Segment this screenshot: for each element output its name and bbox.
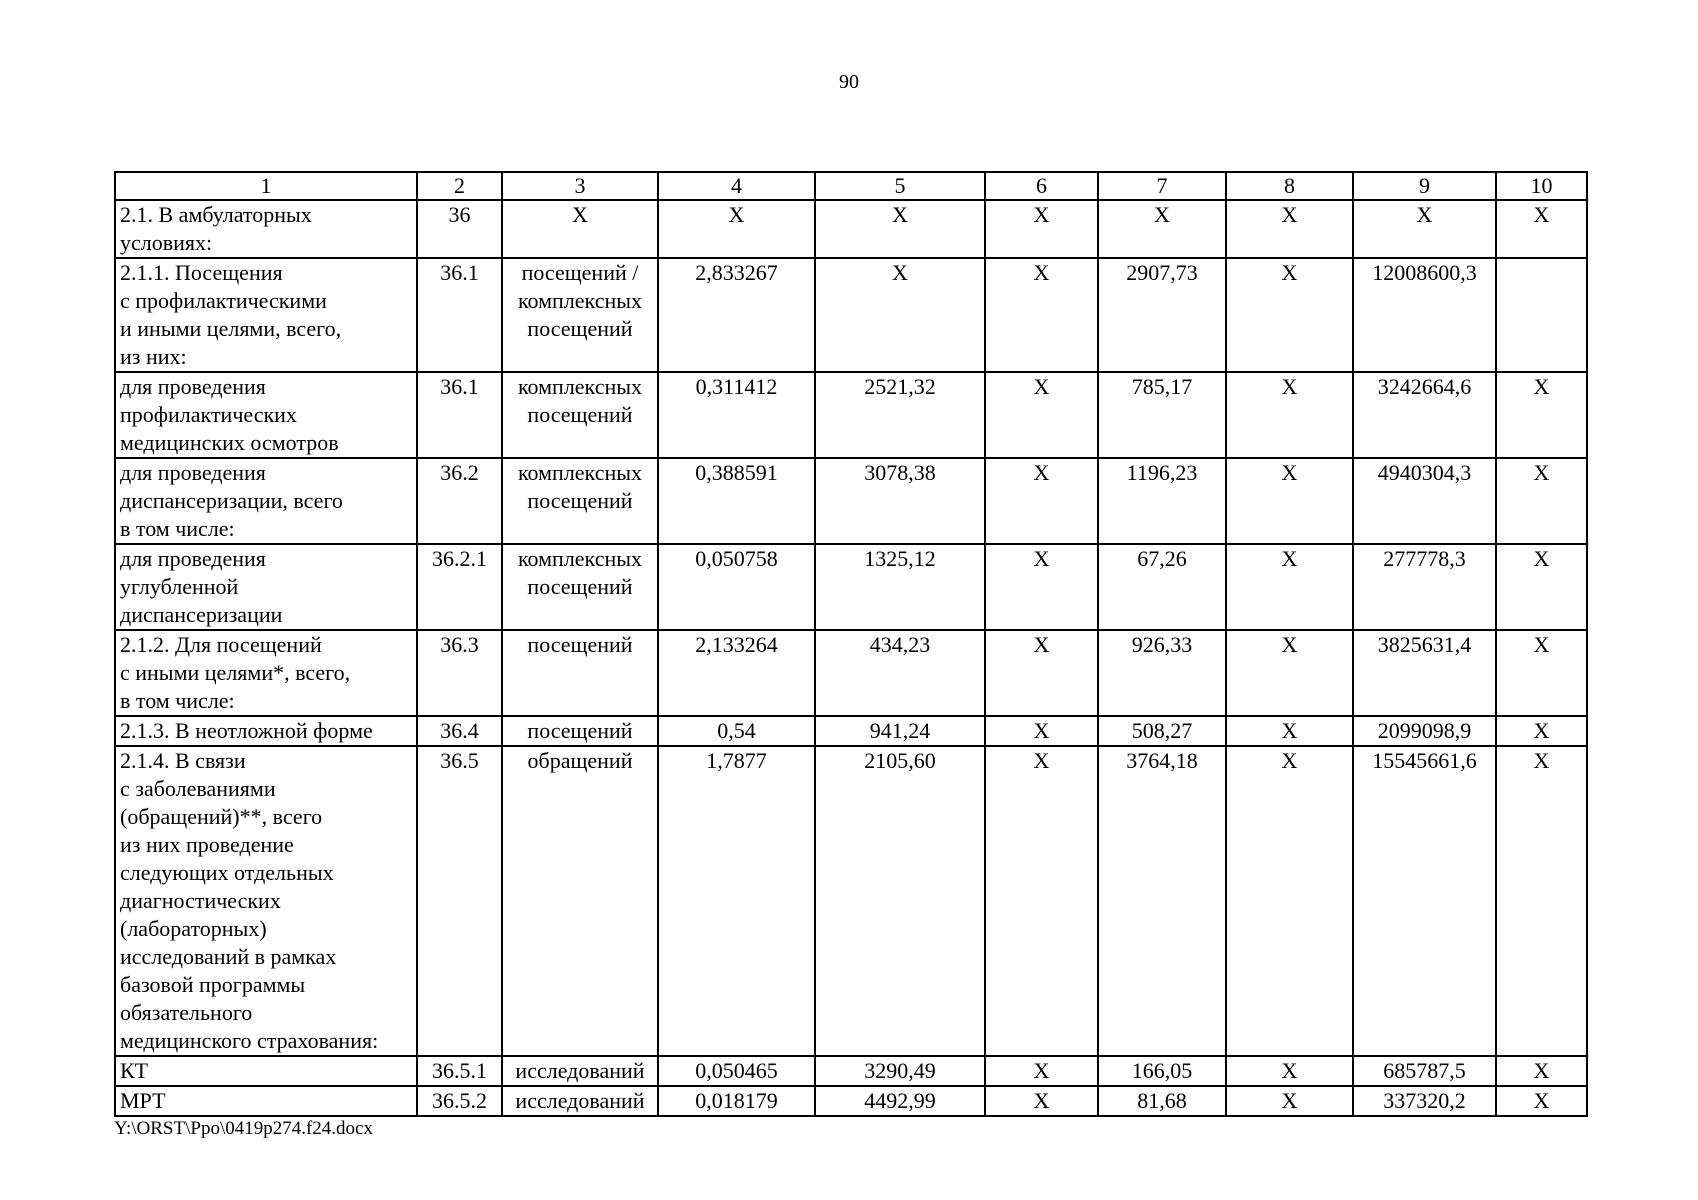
row-label-cell: для проведения диспансеризации, всего в том числе: [115, 458, 417, 544]
table-cell: 36.4 [417, 716, 502, 746]
table-cell: Х [1496, 716, 1587, 746]
table-row [115, 746, 1587, 1056]
table-cell: Х [1496, 544, 1587, 630]
table-cell: 434,23 [815, 630, 985, 716]
table-cell: Х [1226, 458, 1353, 544]
table-cell: 277778,3 [1353, 544, 1496, 630]
table-cell: исследований [502, 1056, 658, 1086]
column-number-cell: 10 [1496, 172, 1587, 200]
table-cell: Х [985, 372, 1098, 458]
row-label-cell: 2.1.1. Посещения с профилактическими и иными целями, всего, из них: [115, 258, 417, 372]
table-cell: 36.2 [417, 458, 502, 544]
table-cell: 2099098,9 [1353, 716, 1496, 746]
table-cell: Х [985, 716, 1098, 746]
table-cell: 0,54 [658, 716, 815, 746]
table-row [115, 1056, 1587, 1086]
table-cell: комплексных посещений [502, 372, 658, 458]
table-cell: Х [1226, 716, 1353, 746]
table-cell: Х [1496, 372, 1587, 458]
table-cell: 4940304,3 [1353, 458, 1496, 544]
table-cell: 15545661,6 [1353, 746, 1496, 1056]
table-cell: 508,27 [1098, 716, 1226, 746]
table-cell: 2521,32 [815, 372, 985, 458]
column-number-cell: 9 [1353, 172, 1496, 200]
table-row [115, 716, 1587, 746]
row-label-cell: для проведения профилактических медицинских осмотров [115, 372, 417, 458]
table-cell: 67,26 [1098, 544, 1226, 630]
table-cell: 36.5.1 [417, 1056, 502, 1086]
table-cell: 36.5 [417, 746, 502, 1056]
table-cell: 0,311412 [658, 372, 815, 458]
table-row [115, 630, 1587, 716]
table-row [115, 372, 1587, 458]
table-cell: 337320,2 [1353, 1086, 1496, 1116]
column-number-cell: 5 [815, 172, 985, 200]
column-number-cell: 1 [115, 172, 417, 200]
table-cell: исследований [502, 1086, 658, 1116]
table-cell: комплексных посещений [502, 544, 658, 630]
column-number-cell: 7 [1098, 172, 1226, 200]
table-cell: 36.5.2 [417, 1086, 502, 1116]
table-cell: 926,33 [1098, 630, 1226, 716]
table-cell: 0,018179 [658, 1086, 815, 1116]
table-cell: Х [1226, 1086, 1353, 1116]
table-cell: Х [1098, 200, 1226, 258]
table-row [115, 258, 1587, 372]
table-cell: Х [1496, 630, 1587, 716]
table-cell: 785,17 [1098, 372, 1226, 458]
table-cell: 36.1 [417, 372, 502, 458]
table-cell: Х [1226, 200, 1353, 258]
table-cell: 685787,5 [1353, 1056, 1496, 1086]
column-number-cell: 3 [502, 172, 658, 200]
table-cell: Х [985, 746, 1098, 1056]
table-cell: Х [985, 458, 1098, 544]
table-cell: 1325,12 [815, 544, 985, 630]
table-cell: Х [985, 1056, 1098, 1086]
table-cell: посещений [502, 716, 658, 746]
table-cell: 36 [417, 200, 502, 258]
table-cell: 36.2.1 [417, 544, 502, 630]
table-cell: Х [985, 200, 1098, 258]
table-cell: Х [1353, 200, 1496, 258]
table-row [115, 458, 1587, 544]
row-label-cell: КТ [115, 1056, 417, 1086]
table-cell: 166,05 [1098, 1056, 1226, 1086]
table-cell: Х [1496, 1086, 1587, 1116]
table-cell: 3078,38 [815, 458, 985, 544]
table-row [115, 200, 1587, 258]
table-cell: Х [1226, 544, 1353, 630]
table-cell: 3825631,4 [1353, 630, 1496, 716]
table-row [115, 1086, 1587, 1116]
column-number-cell: 6 [985, 172, 1098, 200]
table-row [115, 544, 1587, 630]
column-number-cell: 4 [658, 172, 815, 200]
table-cell: 2,133264 [658, 630, 815, 716]
table-cell: Х [1226, 630, 1353, 716]
table-cell: 4492,99 [815, 1086, 985, 1116]
row-label-cell: 2.1.3. В неотложной форме [115, 716, 417, 746]
table-cell: посещений / комплексных посещений [502, 258, 658, 372]
table-cell: 3242664,6 [1353, 372, 1496, 458]
table-cell: 1196,23 [1098, 458, 1226, 544]
table-cell: Х [1496, 1056, 1587, 1086]
table-cell: 0,388591 [658, 458, 815, 544]
table-cell: 3290,49 [815, 1056, 985, 1086]
table-cell: Х [1226, 258, 1353, 372]
table-cell: 3764,18 [1098, 746, 1226, 1056]
row-label-cell: МРТ [115, 1086, 417, 1116]
row-label-cell: 2.1. В амбулаторных условиях: [115, 200, 417, 258]
table-cell: 12008600,3 [1353, 258, 1496, 372]
table-header-row [115, 172, 1587, 200]
table-cell: 2,833267 [658, 258, 815, 372]
table-cell: обращений [502, 746, 658, 1056]
table-cell: 0,050758 [658, 544, 815, 630]
column-number-cell: 8 [1226, 172, 1353, 200]
table-cell: 36.3 [417, 630, 502, 716]
table-cell: Х [502, 200, 658, 258]
table-cell: Х [1496, 458, 1587, 544]
table-cell: Х [1226, 746, 1353, 1056]
table-cell: Х [815, 258, 985, 372]
table-cell: 941,24 [815, 716, 985, 746]
table-cell: 0,050465 [658, 1056, 815, 1086]
table-cell: 81,68 [1098, 1086, 1226, 1116]
table-cell: Х [1226, 372, 1353, 458]
table-cell: Х [1496, 746, 1587, 1056]
page-number: 90 [839, 71, 859, 93]
table-cell: Х [658, 200, 815, 258]
table-cell: Х [1226, 1056, 1353, 1086]
table-cell: Х [985, 630, 1098, 716]
table-cell: Х [815, 200, 985, 258]
table-cell: комплексных посещений [502, 458, 658, 544]
table-cell: Х [985, 1086, 1098, 1116]
table-cell: 2105,60 [815, 746, 985, 1056]
table-cell: Х [1496, 200, 1587, 258]
table-cell: 1,7877 [658, 746, 815, 1056]
footer-file-path: Y:\ORST\Ppo\0419p274.f24.docx [114, 1118, 373, 1139]
row-label-cell: 2.1.2. Для посещений с иными целями*, всего, в том числе: [115, 630, 417, 716]
table-cell [1496, 258, 1587, 372]
row-label-cell: для проведения углубленной диспансеризации [115, 544, 417, 630]
table-cell: Х [985, 258, 1098, 372]
table-cell: Х [985, 544, 1098, 630]
column-number-cell: 2 [417, 172, 502, 200]
table-cell: посещений [502, 630, 658, 716]
table-cell: 36.1 [417, 258, 502, 372]
data-table [114, 171, 1588, 1117]
row-label-cell: 2.1.4. В связи с заболеваниями (обращений)**, всего из них проведение следующих отдельных диагностических (лабораторных) исследований в рамках базовой программы обязательного медицинского страхования: [115, 746, 417, 1056]
table-cell: 2907,73 [1098, 258, 1226, 372]
